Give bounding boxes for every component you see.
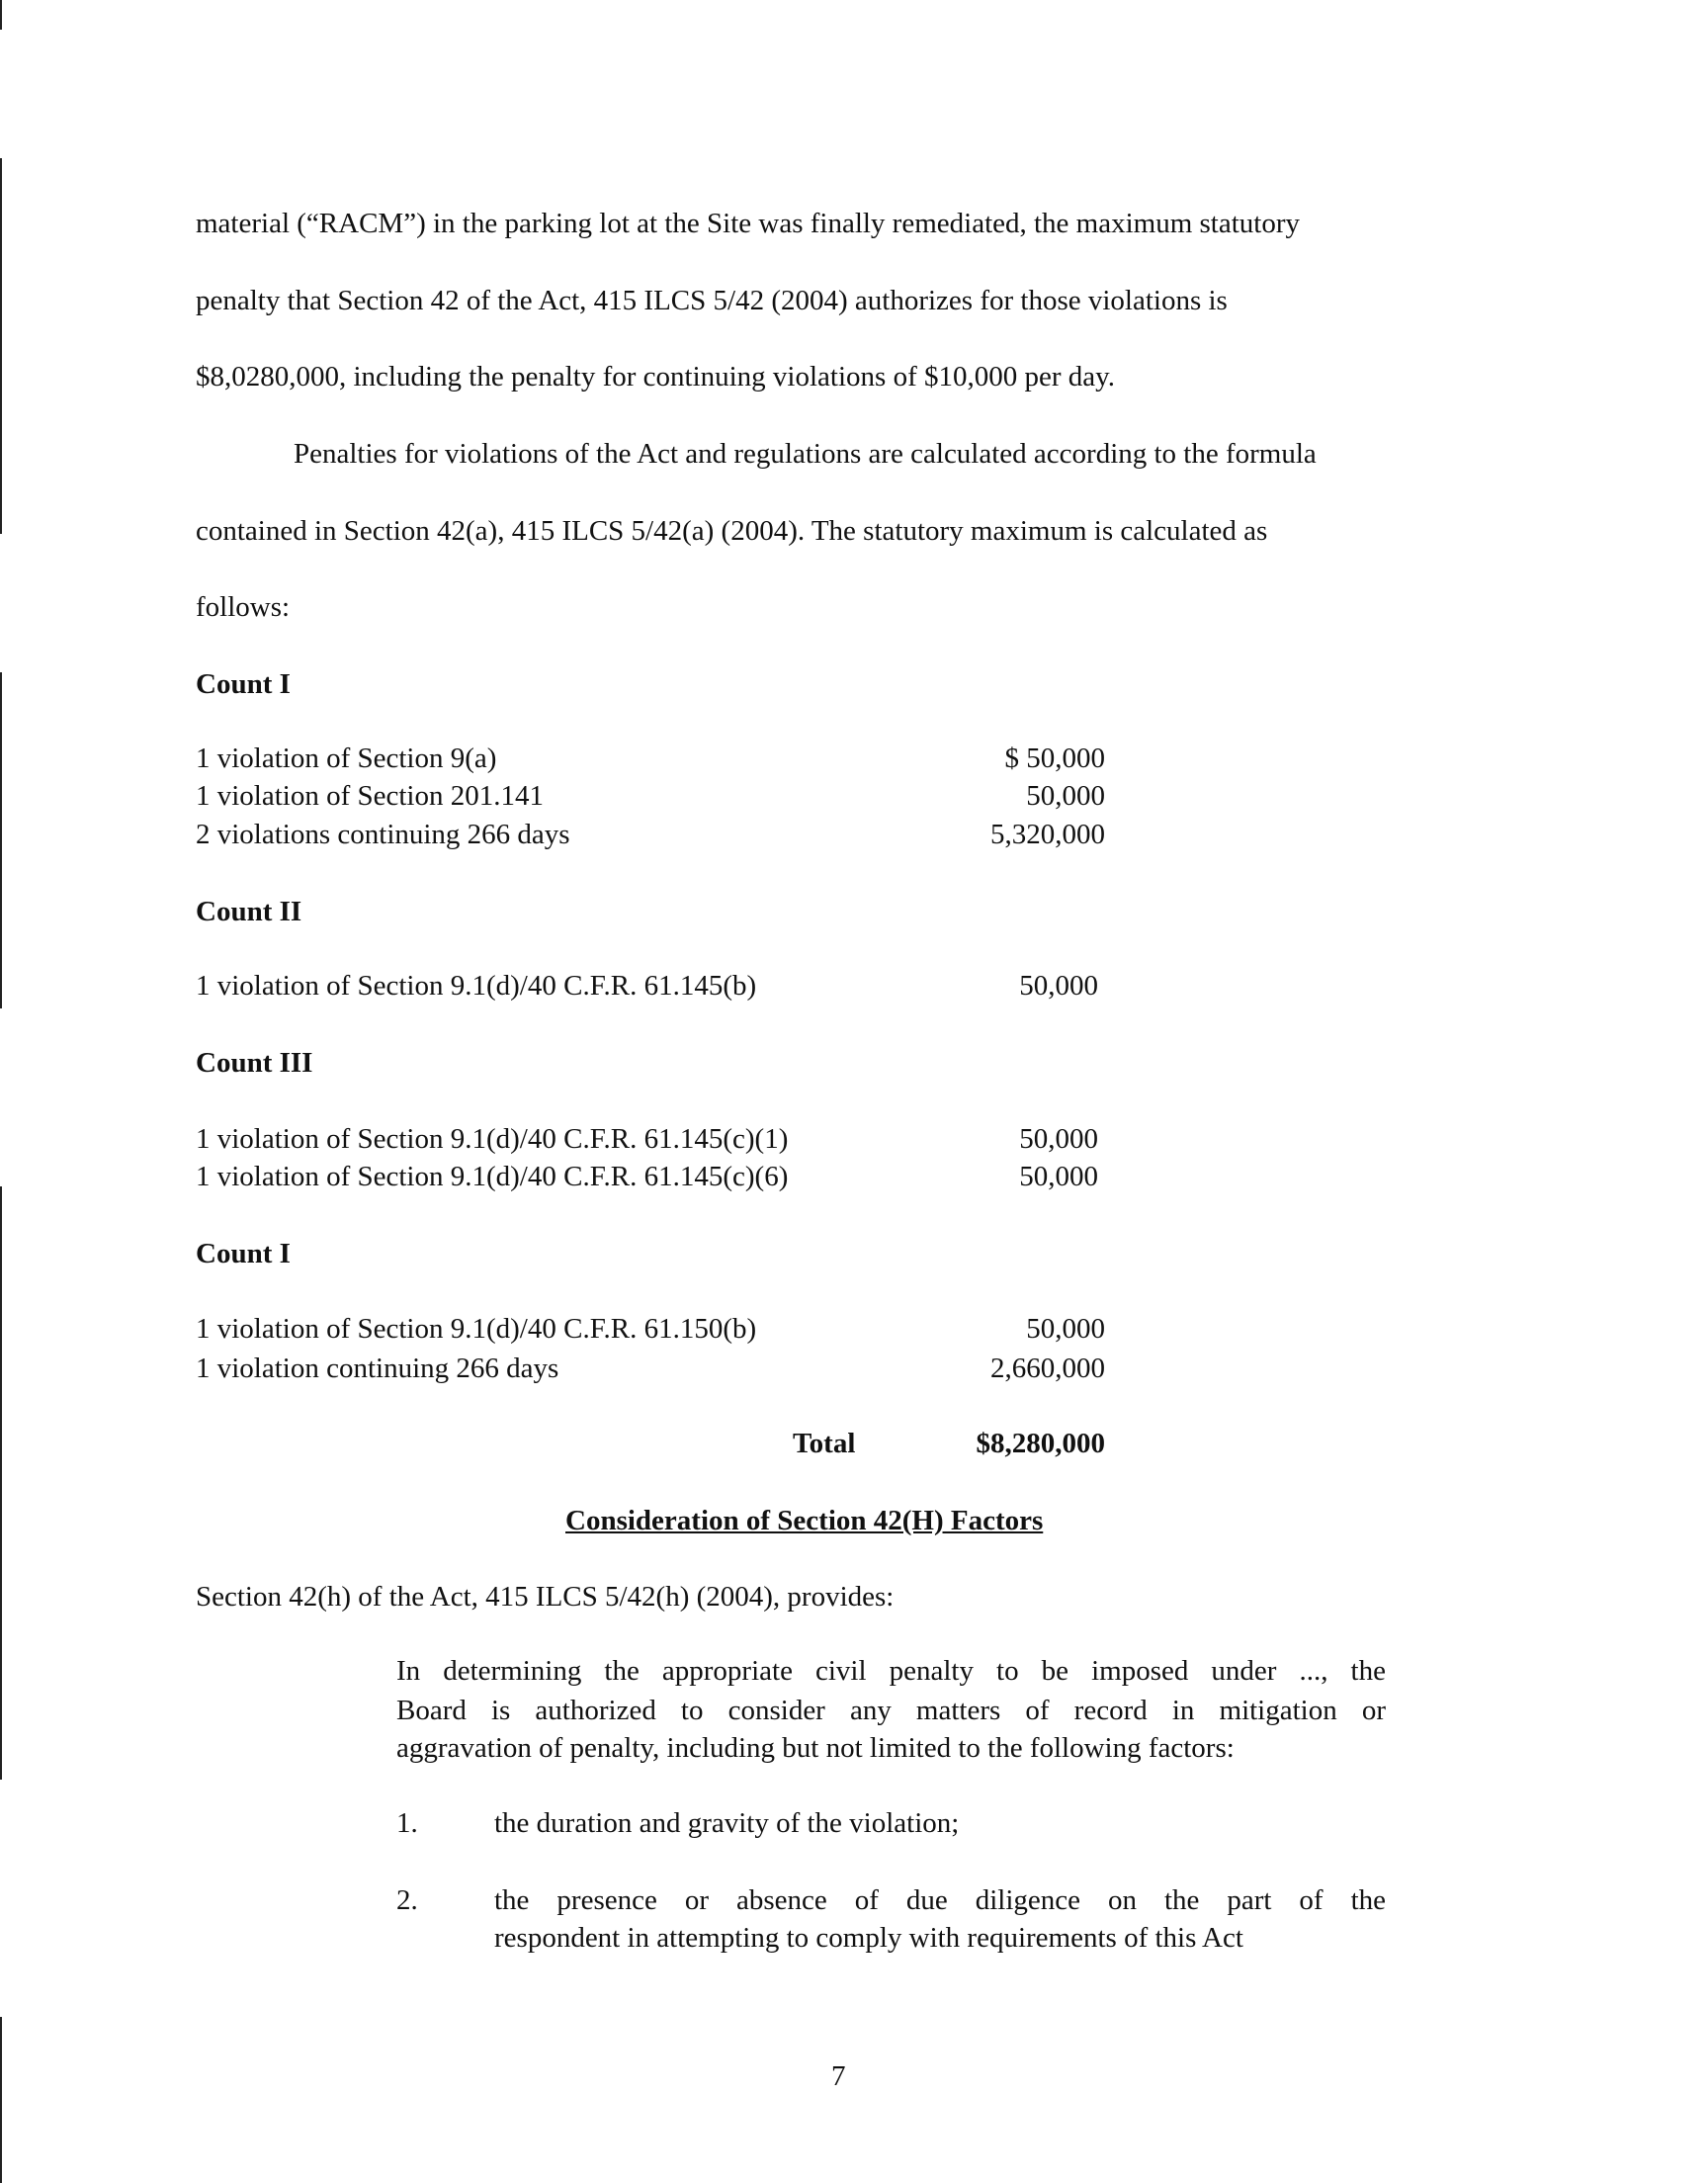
factor-text: the presence or absence of due diligence on the part of the [494,1884,1386,1916]
penalty-row-label: 1 violation of Section 9.1(d)/40 C.F.R. 61.145(b) [196,970,757,1002]
penalty-row-label: 1 violation of Section 9.1(d)/40 C.F.R. 61.145(c)(1) [196,1123,789,1155]
paragraph-line: follows: [196,591,291,623]
penalty-row-amount: 5,320,000 [990,819,1105,850]
scan-edge-mark [0,0,2,30]
quote-line: In determining the appropriate civil penalty to be imposed under ..., the [396,1655,1386,1687]
penalty-row-label: 2 violations continuing 266 days [196,819,570,850]
scan-edge-mark [0,158,2,534]
penalty-row-amount: 50,000 [1019,1123,1098,1155]
penalty-row-amount: 50,000 [1019,970,1098,1002]
penalty-row-amount: 50,000 [1026,780,1105,812]
scan-edge-mark [0,2017,2,2183]
scan-edge-mark [0,1186,2,1780]
penalty-row-amount: 50,000 [1026,1313,1105,1345]
paragraph-line: Penalties for violations of the Act and regulations are calculated according to the formula [294,438,1317,470]
quote-line: Board is authorized to consider any matters of record in mitigation or [396,1695,1386,1726]
quote-line: aggravation of penalty, including but not limited to the following factors: [396,1732,1235,1764]
paragraph-line: penalty that Section 42 of the Act, 415 ILCS 5/42 (2004) authorizes for those violations is [196,285,1228,316]
paragraph-line: contained in Section 42(a), 415 ILCS 5/42(a) (2004). The statutory maximum is calculated as [196,515,1268,547]
count-heading: Count I [196,1238,291,1269]
total-amount: $8,280,000 [976,1428,1105,1459]
count-heading: Count I [196,668,291,700]
penalty-row-amount: 2,660,000 [990,1353,1105,1384]
intro-text: Section 42(h) of the Act, 415 ILCS 5/42(h) (2004), provides: [196,1581,895,1613]
total-label: Total [793,1428,856,1459]
factor-text: the duration and gravity of the violation; [494,1807,960,1839]
penalty-row-amount: 50,000 [1019,1161,1098,1192]
count-heading: Count II [196,896,302,927]
paragraph-line: $8,0280,000, including the penalty for continuing violations of $10,000 per day. [196,361,1115,393]
scan-edge-mark [0,672,2,1008]
count-heading: Count III [196,1047,313,1079]
penalty-row-label: 1 violation continuing 266 days [196,1353,559,1384]
penalty-row-label: 1 violation of Section 9(a) [196,742,497,774]
penalty-row-label: 1 violation of Section 9.1(d)/40 C.F.R. 61.145(c)(6) [196,1161,789,1192]
penalty-row-label: 1 violation of Section 9.1(d)/40 C.F.R. 61.150(b) [196,1313,757,1345]
penalty-row-label: 1 violation of Section 201.141 [196,780,544,812]
section-heading: Consideration of Section 42(H) Factors [565,1505,1044,1536]
page-number: 7 [831,2060,846,2092]
penalty-row-amount: $ 50,000 [1004,742,1105,774]
factor-text: respondent in attempting to comply with requirements of this Act [494,1922,1243,1954]
paragraph-line: material (“RACM”) in the parking lot at the Site was finally remediated, the maximum statutory [196,208,1301,239]
factor-number: 2. [396,1884,418,1916]
factor-number: 1. [396,1807,418,1839]
